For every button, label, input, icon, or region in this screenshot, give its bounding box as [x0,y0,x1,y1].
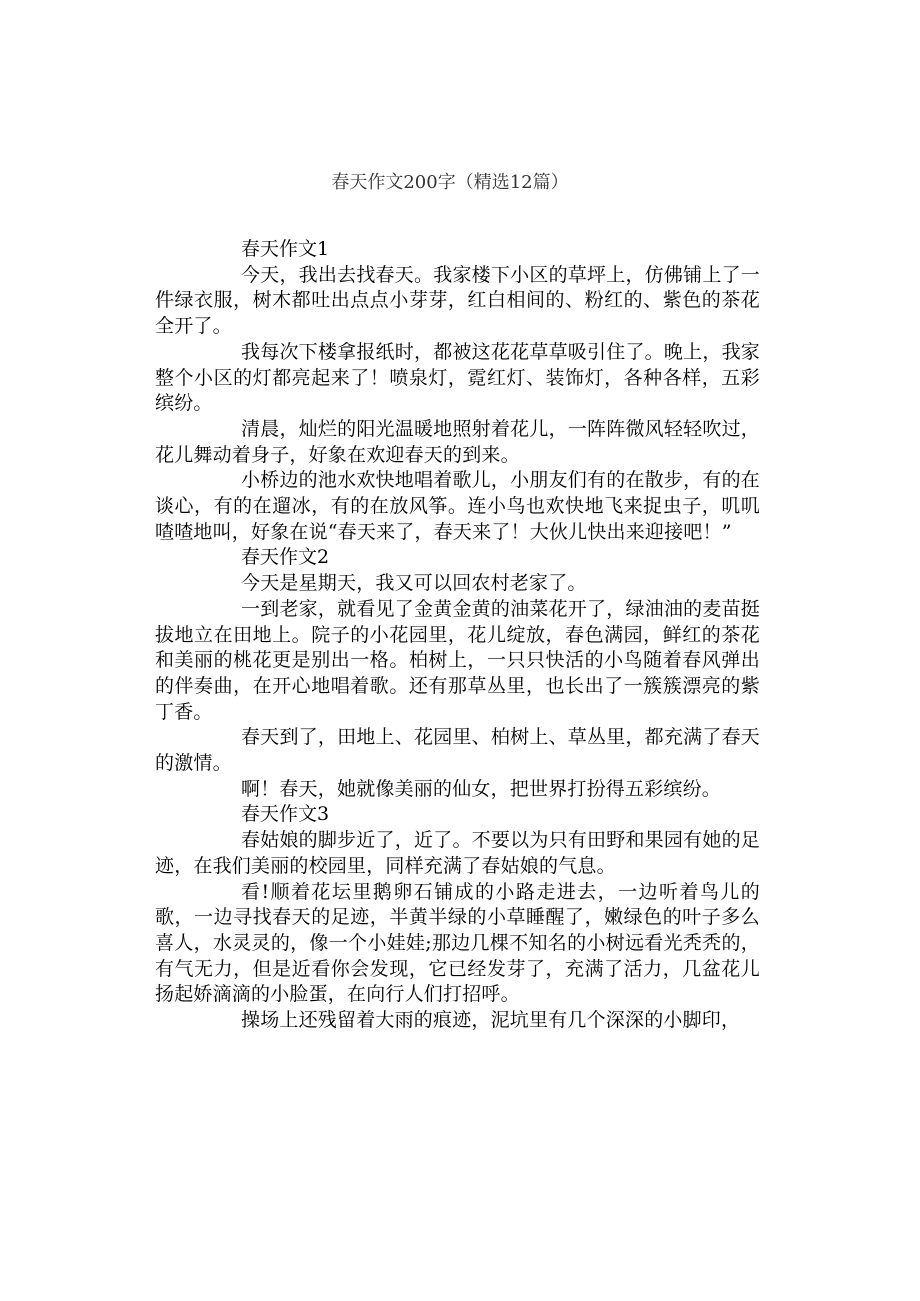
paragraph: 我每次下楼拿报纸时，都被这花花草草吸引住了。晚上，我家整个小区的灯都亮起来了！喷泉灯，霓红灯、装饰灯，各种各样，五彩缤纷。 [155,340,760,415]
section-heading: 春天作文3 [241,803,330,826]
paragraph: 一到老家，就看见了金黄金黄的油菜花开了，绿油油的麦苗挺拔地立在田地上。院子的小花园里，花儿绽放，春色满园，鲜红的茶花和美丽的桃花更是别出一格。柏树上，一只只快活的小鸟随着春风弹出的伴奏曲，在开心地唱着歌。还有那草丛里，也长出了一簇簇漂亮的紫丁香。 [155,597,760,723]
paragraph: 今天，我出去找春天。我家楼下小区的草坪上，仿佛铺上了一件绿衣服，树木都吐出点点小芽芽，红白相间的、粉红的、紫色的茶花全开了。 [155,263,760,338]
document-body [155,237,760,1034]
paragraph: 今天是星期天，我又可以回农村老家了。 [241,572,587,595]
paragraph: 清晨，灿烂的阳光温暖地照射着花儿，一阵阵微风轻轻吹过，花儿舞动着身子，好象在欢迎春天的到来。 [155,417,760,466]
document-title: 春天作文200字（精选12篇） [331,172,569,193]
paragraph: 啊！春天，她就像美丽的仙女，把世界打扮得五彩缤纷。 [241,777,722,800]
section-heading: 春天作文2 [241,546,330,569]
paragraph: 小桥边的池水欢快地唱着歌儿，小朋友们有的在散步，有的在谈心，有的在遛冰，有的在放风筝。连小鸟也欢快地飞来捉虫子，叽叽喳喳地叫，好象在说“春天来了，春天来了！大伙儿快出来迎接吧！” [155,469,760,543]
paragraph: 春姑娘的脚步近了，近了。不要以为只有田野和果园有她的足迹，在我们美丽的校园里，同样充满了春姑娘的气息。 [155,829,760,877]
paragraph: 看!顺着花坛里鹅卵石铺成的小路走进去，一边听着鸟儿的歌，一边寻找春天的足迹，半黄半绿的小草睡醒了，嫩绿色的叶子多么喜人，水灵灵的，像一个小娃娃;那边几棵不知名的小树远看光秃秃的，有气无力，但是近看你会发现，它已经发芽了，充满了活力，几盆花儿扬起娇滴滴的小脸蛋，在向行人们打招呼。 [155,880,760,1006]
section-heading: 春天作文1 [241,238,330,260]
paragraph: 操场上还残留着大雨的痕迹，泥坑里有几个深深的小脚印， [241,1009,741,1032]
paragraph: 春天到了，田地上、花园里、柏树上、草丛里，都充满了春天的激情。 [155,726,760,775]
